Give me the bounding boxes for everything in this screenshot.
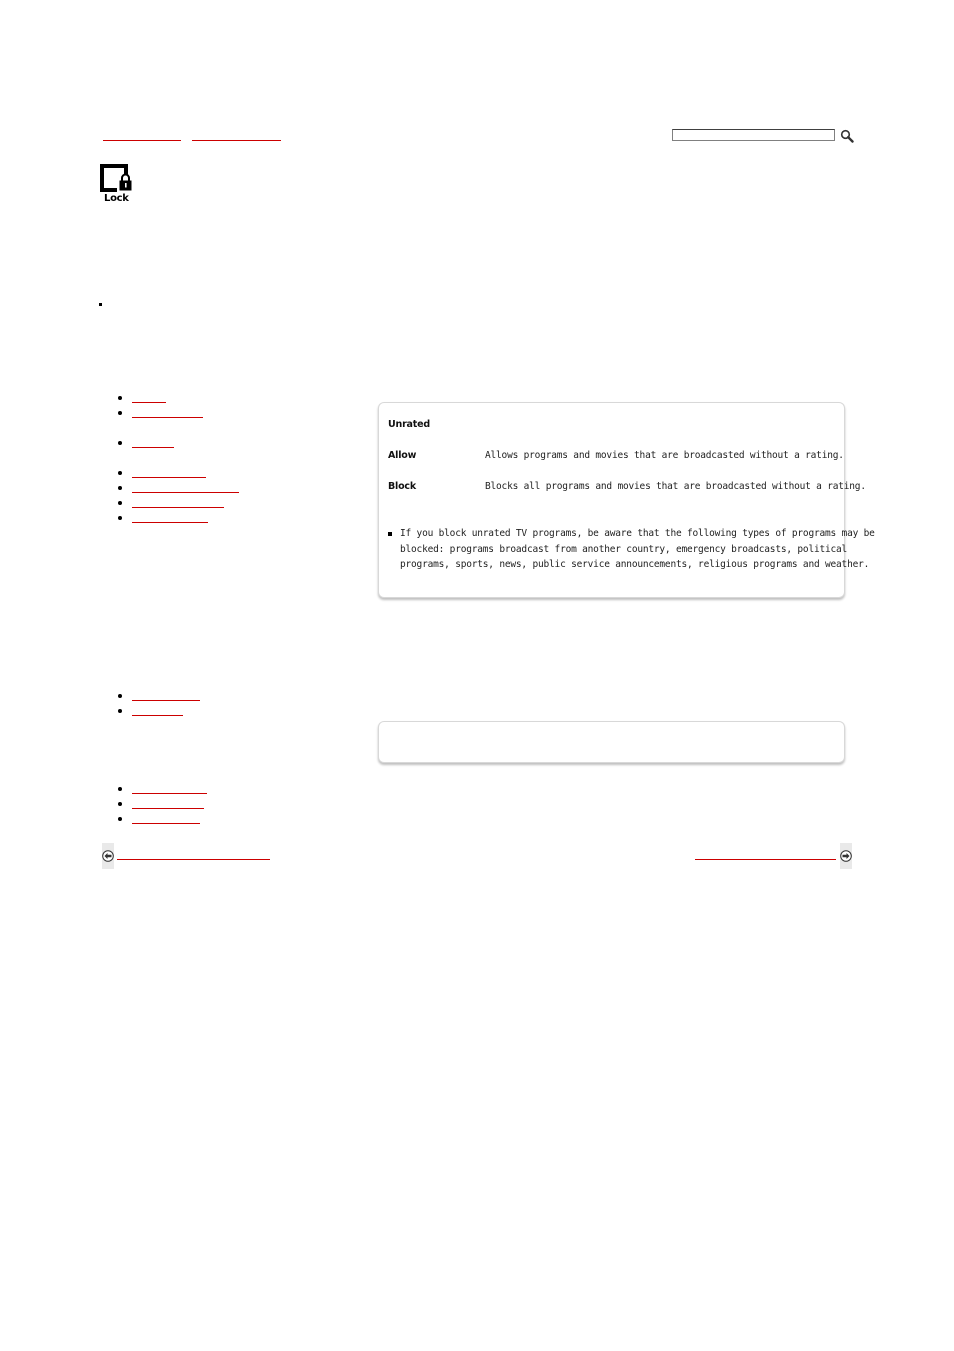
arrow-left-icon <box>102 850 114 862</box>
submenu-link[interactable] <box>132 808 204 809</box>
list-bullet <box>118 709 122 713</box>
row-desc-allow: Allows programs and movies that are broadcasted without a rating. <box>485 450 844 461</box>
submenu-link[interactable] <box>132 417 203 418</box>
submenu-link[interactable] <box>132 492 239 493</box>
unrated-panel <box>378 402 875 598</box>
note-line-2: blocked: programs broadcast from another country, emergency broadcasts, political <box>400 544 848 555</box>
submenu-link[interactable] <box>132 507 224 508</box>
note-bullet <box>388 532 392 536</box>
row-desc-block: Blocks all programs and movies that are broadcasted without a rating. <box>485 481 866 492</box>
prev-page-link[interactable] <box>117 859 270 860</box>
small-marker <box>99 303 102 306</box>
list-bullet <box>118 396 122 400</box>
list-bullet <box>118 501 122 505</box>
arrow-right-icon <box>840 850 852 862</box>
list-bullet <box>118 817 122 821</box>
panel-title: Unrated <box>388 419 430 430</box>
list-bullet <box>118 471 122 475</box>
lock-label: Lock <box>104 193 129 204</box>
submenu-link[interactable] <box>132 402 166 403</box>
submenu-link[interactable] <box>132 793 207 794</box>
list-bullet <box>118 411 122 415</box>
row-term-allow: Allow <box>388 450 417 461</box>
next-page-link[interactable] <box>695 859 836 860</box>
prev-page-button[interactable] <box>102 843 114 869</box>
row-term-block: Block <box>388 481 416 492</box>
list-bullet <box>118 441 122 445</box>
submenu-link[interactable] <box>132 715 183 716</box>
list-bullet <box>118 486 122 490</box>
submenu-link[interactable] <box>132 823 200 824</box>
submenu-link[interactable] <box>132 447 174 448</box>
submenu-link[interactable] <box>132 700 200 701</box>
empty-panel <box>378 721 845 763</box>
breadcrumb-link-1[interactable] <box>103 140 181 141</box>
list-bullet <box>118 694 122 698</box>
submenu-link[interactable] <box>132 522 208 523</box>
search-button[interactable] <box>840 128 854 142</box>
magnifier-icon <box>840 129 854 143</box>
list-bullet <box>118 516 122 520</box>
breadcrumb-link-2[interactable] <box>192 140 281 141</box>
next-page-button[interactable] <box>840 843 852 869</box>
list-bullet <box>118 787 122 791</box>
list-bullet <box>118 802 122 806</box>
note-line-3: programs, sports, news, public service announcements, religious programs and weather. <box>400 559 870 570</box>
note-line-1: If you block unrated TV programs, be aware that the following types of programs may be <box>400 528 875 539</box>
submenu-link[interactable] <box>132 477 206 478</box>
search-input[interactable] <box>672 129 835 141</box>
